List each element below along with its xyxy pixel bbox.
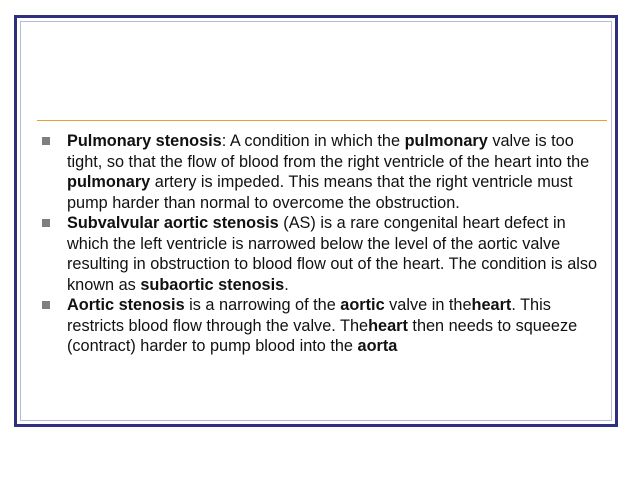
bullet-text-segment: : A condition in which the bbox=[221, 132, 405, 150]
bullet-item-subvalvular-aortic-stenosis bbox=[40, 213, 602, 295]
bullet-text bbox=[67, 132, 589, 212]
bullet-list bbox=[40, 131, 602, 357]
bullet-text-segment: heart bbox=[368, 316, 408, 335]
bullet-text-segment: then needs to squeeze (contract) harder to pump blood into the bbox=[67, 316, 578, 355]
bullet-item-aortic-stenosis bbox=[40, 295, 602, 357]
bullet-text-segment: is a narrowing of the bbox=[184, 296, 341, 314]
bullet-text-segment: valve is too tight, so that the flow of blood from the right ventricle of the heart into the bbox=[67, 132, 590, 171]
bullet-text-segment: aortic bbox=[340, 296, 385, 314]
bullet-text-segment: pulmonary bbox=[67, 173, 151, 191]
bullet-text-segment: pulmonary bbox=[404, 132, 488, 150]
bullet-text-segment: Pulmonary stenosis bbox=[67, 132, 222, 150]
square-bullet-icon bbox=[42, 219, 50, 227]
bullet-text-segment: heart bbox=[471, 296, 512, 314]
bullet-text bbox=[67, 214, 597, 294]
bullet-text-segment: Subvalvular aortic stenosis bbox=[67, 214, 279, 232]
bullet-text-segment: . This restricts blood flow through the valve. The bbox=[67, 296, 551, 335]
bullet-item-pulmonary-stenosis bbox=[40, 131, 602, 213]
bullet-text-segment: artery is impeded. This means that the right ventricle must pump harder than normal to overcome the obstruction. bbox=[67, 173, 573, 212]
bullet-text-segment: (AS) is a rare congenital heart defect in which the left ventricle is narrowed below the level of the aortic valve resulting in obstruction to blood flow out of the heart. The condition is also known as bbox=[67, 214, 598, 294]
bullet-text bbox=[67, 296, 577, 355]
bullet-text-segment: valve in the bbox=[384, 296, 472, 314]
square-bullet-icon bbox=[42, 301, 50, 309]
bullet-text-segment: Aortic stenosis bbox=[67, 296, 185, 314]
bullet-text-segment: . bbox=[284, 275, 289, 294]
title-divider-line bbox=[37, 120, 607, 121]
bullet-text-segment: subaortic stenosis bbox=[140, 275, 285, 294]
bullet-text-segment: aorta bbox=[357, 337, 398, 355]
square-bullet-icon bbox=[42, 137, 50, 145]
